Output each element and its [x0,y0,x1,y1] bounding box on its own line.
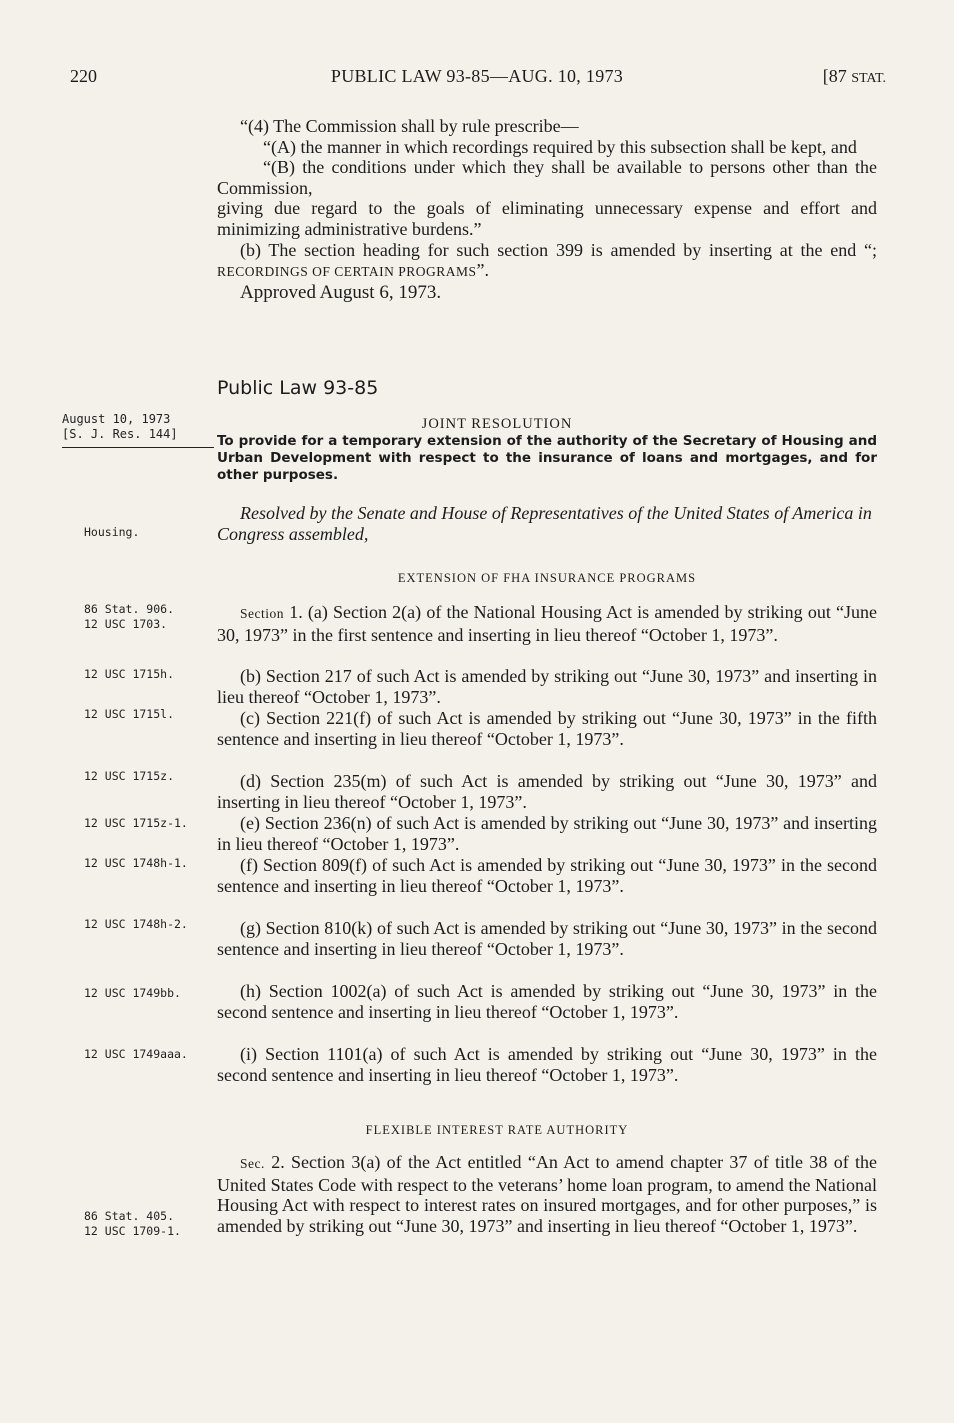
margin-note-sec2: 86 Stat. 405. 12 USC 1709-1. [84,1209,181,1238]
section1-item-c: (c) Section 221(f) of such Act is amended by striking out “June 30, 1973” in the fifth sentence and inserting in lieu thereof “October 1, 1973”. [217,708,877,749]
paragraph-4: “(4) The Commission shall by rule prescribe— [240,116,579,136]
margin-note-f: 12 USC 1748h-1. [84,856,188,870]
section1-item-i: (i) Section 1101(a) of such Act is amended by striking out “June 30, 1973” in the second sentence and inserting in lieu thereof “October 1, 1973”. [217,1044,877,1085]
previous-law-text [217,116,877,303]
paragraph-b-end: ”. [476,260,490,281]
margin-note-i: 12 USC 1749aaa. [84,1047,188,1061]
section2-heading: FLEXIBLE INTEREST RATE AUTHORITY [365,1123,629,1137]
section1-item-f: (f) Section 809(f) of such Act is amended by striking out “June 30, 1973” in the second sentence and inserting in lieu thereof “October 1, 1973”. [217,855,877,896]
section1-item-d: (d) Section 235(m) of such Act is amended by striking out “June 30, 1973” and inserting in lieu thereof “October 1, 1973”. [217,771,877,812]
section2-body [217,1152,877,1236]
section1-item-g: (g) Section 810(k) of such Act is amended by striking out “June 30, 1973” in the second sentence and inserting in lieu thereof “October 1, 1973”. [217,918,877,959]
margin-note-h: 12 USC 1749bb. [84,986,181,1000]
paragraph-b-text: (b) The section heading for such section 399 is amended by inserting at the end “; [240,239,877,260]
section1-item-a [217,602,877,666]
margin-note-d: 12 USC 1715z. [84,769,175,783]
paragraph-B: “(B) the conditions under which they shall be available to persons other than the Commission, [217,157,877,198]
section1-item-b: (b) Section 217 of such Act is amended by striking out “June 30, 1973” and inserting in lieu thereof “October 1, 1973”. [217,666,877,707]
margin-note-c: 12 USC 1715l. [84,707,175,721]
section2-content: 2. Section 3(a) of the Act entitled “An Act to amend chapter 37 of title 38 of the United States Code with respect to the veterans’ home loan program, to amend the National Housing Act with respect to interest rates on insured mortgages, and for other purposes,” is amended by striking out “June 30, 1973” and inserting in lieu thereof “October 1, 1973”. [217,1152,877,1236]
margin-note-g: 12 USC 1748h-2. [84,917,188,931]
public-law-title: Public Law 93-85 [217,377,379,399]
margin-housing: Housing. [84,525,140,539]
section1-item-e: (e) Section 236(n) of such Act is amended by striking out “June 30, 1973” and inserting in lieu thereof “October 1, 1973”. [217,813,877,854]
margin-date: August 10, 1973 [62,412,171,426]
stat-reference [823,66,886,87]
item-text: 1. (a) Section 2(a) of the National Housing Act is amended by striking out “June 30, 1973” in the first sentence and inserting in lieu thereof “October 1, 1973”. [217,602,878,645]
section2-label: Sec. [240,1156,265,1171]
resolution-type: JOINT RESOLUTION [421,416,573,432]
margin-resolution: [S. J. Res. 144] [62,427,178,441]
section1-item-h: (h) Section 1002(a) of such Act is amended by striking out “June 30, 1973” in the second sentence and inserting in lieu thereof “October 1, 1973”. [217,981,877,1022]
running-title: PUBLIC LAW 93-85—AUG. 10, 1973 [330,66,624,86]
section-label: Section [240,606,284,621]
margin-enactment [62,412,214,442]
purpose-clause: To provide for a temporary extension of the authority of the Secretary of Housing and Urban Development with respect to the insurance of loans and mortgages, and for other purposes. [217,433,877,483]
approved-line: Approved August 6, 1973. [240,281,442,303]
paragraph-b-smallcaps: RECORDINGS OF CERTAIN PROGRAMS [217,264,477,280]
paragraph-b [217,240,877,283]
margin-note-a: 86 Stat. 906. 12 USC 1703. [84,602,175,631]
section1-body [217,602,877,1107]
section2-text [217,1152,877,1236]
giving-clause: giving due regard to the goals of eliminating unnecessary expense and effort and minimizing administrative burdens.” [217,198,877,239]
stat-word: STAT. [851,71,886,86]
page-number: 220 [70,66,97,86]
margin-note-e: 12 USC 1715z-1. [84,816,188,830]
page-header [0,66,954,90]
section1-heading: EXTENSION OF FHA INSURANCE PROGRAMS [397,571,697,585]
resolving-clause: Resolved by the Senate and House of Representatives of the United States of America in Congress assembled, [217,503,872,544]
margin-rule [62,447,214,448]
stat-volume: [87 [822,66,847,86]
margin-note-b: 12 USC 1715h. [84,667,175,681]
paragraph-A: “(A) the manner in which recordings required by this subsection shall be kept, and [263,136,857,157]
